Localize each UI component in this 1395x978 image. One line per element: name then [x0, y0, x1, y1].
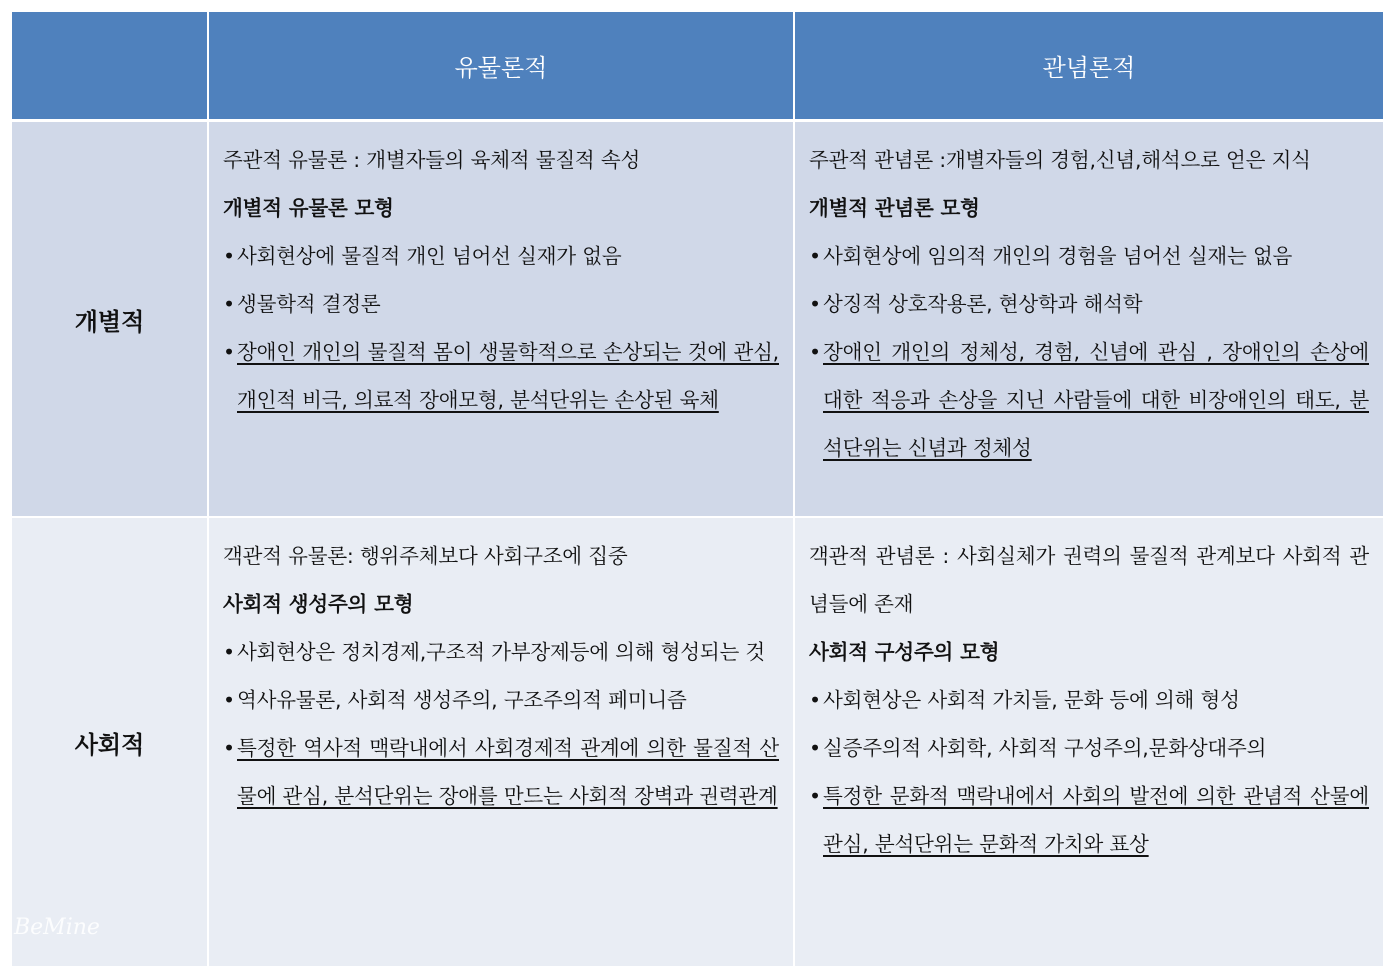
- cell-individual-materialist: [209, 122, 795, 518]
- bullet-text: 생물학적 결정론: [237, 292, 381, 316]
- cell-individual-idealist: [795, 122, 1383, 518]
- bullet-icon: •: [223, 340, 235, 364]
- bullet-icon: •: [223, 640, 235, 664]
- bullet-text-underlined: 특정한 문화적 맥락내에서 사회의 발전에 의한 관념적 산물에 관심, 분석단위는 문화적 가치와 표상: [823, 784, 1369, 856]
- header-materialist: 유물론적: [209, 12, 795, 122]
- bullet-text: 상징적 상호작용론, 현상학과 해석학: [823, 292, 1143, 316]
- bullet-icon: •: [809, 292, 821, 316]
- bullet-item: [809, 280, 1369, 328]
- cell-title: 주관적 관념론 :개별자들의 경험,신념,해석으로 얻은 지식: [809, 148, 1311, 172]
- bullet-icon: •: [809, 688, 821, 712]
- bullet-text-underlined: 특정한 역사적 맥락내에서 사회경제적 관계에 의한 물질적 산물에 관심, 분석단위는 장애를 만드는 사회적 장벽과 권력관계: [237, 736, 779, 808]
- bullet-item: [809, 328, 1369, 472]
- cell-model-name: 개별적 유물론 모형: [223, 196, 394, 220]
- cell-social-materialist: [209, 518, 795, 966]
- bullet-icon: •: [809, 736, 821, 760]
- bullet-text-underlined: 장애인 개인의 정체성, 경험, 신념에 관심 , 장애인의 손상에 대한 적응과 손상을 지닌 사람들에 대한 비장애인의 태도, 분석단위는 신념과 정체성: [823, 340, 1369, 460]
- bullet-text: 사회현상에 임의적 개인의 경험을 넘어선 실재는 없음: [823, 244, 1293, 268]
- bullet-icon: •: [223, 688, 235, 712]
- bullet-item: [223, 676, 779, 724]
- bullet-item: [223, 724, 779, 820]
- bullet-text-underlined: 장애인 개인의 물질적 몸이 생물학적으로 손상되는 것에 관심, 개인적 비극, 의료적 장애모형, 분석단위는 손상된 육체: [237, 340, 779, 412]
- bullet-item: [809, 232, 1369, 280]
- bullet-icon: •: [809, 244, 821, 268]
- watermark-logo: BeMine: [14, 915, 100, 940]
- bullet-item: [223, 232, 779, 280]
- header-corner-cell: [12, 12, 209, 122]
- bullet-item: [809, 724, 1369, 772]
- comparison-table: [12, 12, 1383, 966]
- bullet-item: [223, 328, 779, 424]
- cell-model-name: 사회적 구성주의 모형: [809, 640, 1000, 664]
- row-label-individual: 개별적: [12, 122, 209, 518]
- bullet-icon: •: [223, 292, 235, 316]
- cell-model-name: 사회적 생성주의 모형: [223, 592, 414, 616]
- bullet-text: 사회현상에 물질적 개인 넘어선 실재가 없음: [237, 244, 622, 268]
- cell-title: 객관적 관념론 : 사회실체가 권력의 물질적 관계보다 사회적 관념들에 존재: [809, 544, 1369, 616]
- bullet-icon: •: [223, 736, 235, 760]
- row-label-social: 사회적: [12, 518, 209, 966]
- cell-title: 객관적 유물론: 행위주체보다 사회구조에 집중: [223, 544, 628, 568]
- header-idealist: 관념론적: [795, 12, 1383, 122]
- bullet-icon: •: [223, 244, 235, 268]
- bullet-icon: •: [809, 340, 821, 364]
- cell-social-idealist: [795, 518, 1383, 966]
- bullet-item: [223, 280, 779, 328]
- bullet-text: 실증주의적 사회학, 사회적 구성주의,문화상대주의: [823, 736, 1267, 760]
- bullet-item: [809, 772, 1369, 868]
- bullet-item: [809, 676, 1369, 724]
- cell-title: 주관적 유물론 : 개별자들의 육체적 물질적 속성: [223, 148, 641, 172]
- bullet-text: 사회현상은 정치경제,구조적 가부장제등에 의해 형성되는 것: [237, 640, 765, 664]
- bullet-text: 사회현상은 사회적 가치들, 문화 등에 의해 형성: [823, 688, 1240, 712]
- bullet-icon: •: [809, 784, 821, 808]
- cell-model-name: 개별적 관념론 모형: [809, 196, 980, 220]
- bullet-text: 역사유물론, 사회적 생성주의, 구조주의적 페미니즘: [237, 688, 687, 712]
- bullet-item: [223, 628, 779, 676]
